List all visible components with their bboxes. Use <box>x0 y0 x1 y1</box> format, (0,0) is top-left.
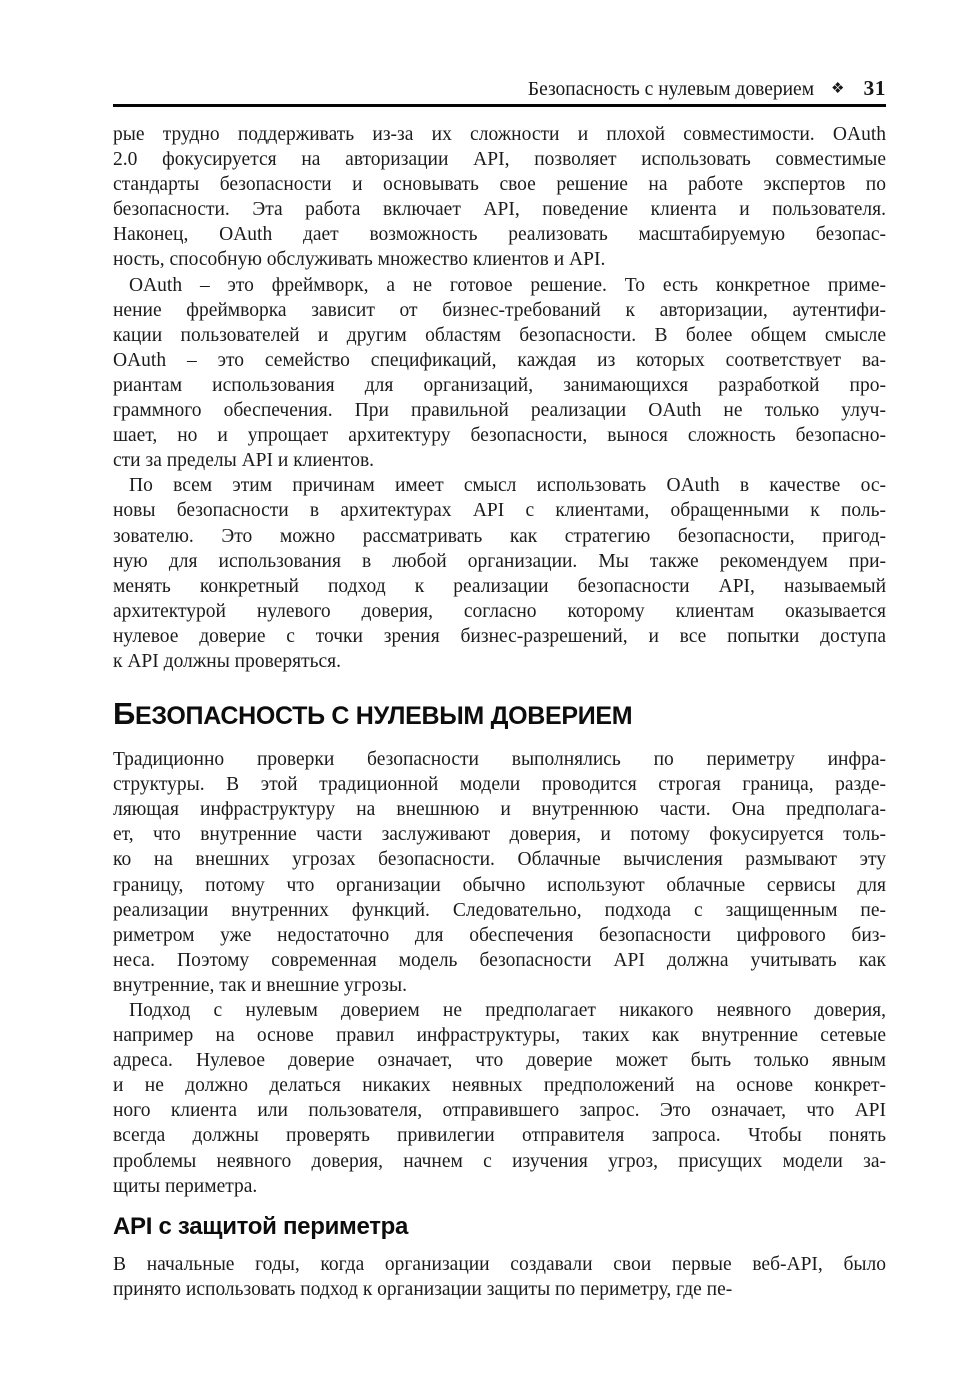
text-line: менять конкретный подход к реализации безопасности API, называемый <box>113 575 886 597</box>
diamond-ornament-icon: ❖ <box>831 81 845 97</box>
text-line: нулевое доверие с точки зрения бизнес-разрешений, и все попытки доступа <box>113 625 886 647</box>
paragraph <box>113 473 886 674</box>
text-line: По всем этим причинам имеет смысл использовать OAuth в качестве ос- <box>129 475 886 497</box>
text-line: OAuth – это семейство спецификаций, каждая из которых соответствует ва- <box>113 349 886 371</box>
subsection-heading: API с защитой периметра <box>113 1212 409 1240</box>
text-line: безопасности. Эта работа включает API, поведение клиента и пользователя. <box>113 199 886 221</box>
paragraph <box>113 273 886 474</box>
page-content <box>113 122 886 1302</box>
text-line: проблемы неявного доверия, начнем с изучения угроз, присущих модели за- <box>113 1150 886 1172</box>
text-line: ет, что внутренние части заслуживают доверия, и потому фокусируется толь- <box>113 824 886 846</box>
text-line: структуры. В этой традиционной модели проводится строгая граница, разде- <box>113 774 886 796</box>
text-line: всегда должны проверять привилегии отправителя запроса. Чтобы понять <box>113 1125 886 1147</box>
text-line: щиты периметра. <box>113 1175 258 1197</box>
text-line: принято использовать подход к организации защиты по периметру, где пе- <box>113 1278 733 1300</box>
paragraph <box>113 747 886 998</box>
text-line: нение фреймворка зависит от бизнес-требований к авторизации, аутентифи- <box>113 299 886 321</box>
text-line: границу, потому что организации обычно используют облачные сервисы для <box>113 874 886 896</box>
text-line: например на основе правил инфраструктуры, таких как внутренние сетевые <box>113 1025 886 1047</box>
text-line: архитектурой нулевого доверия, согласно которому клиентам оказывается <box>113 600 886 622</box>
text-line: В начальные годы, когда организации создавали свои первые веб-API, было <box>113 1253 886 1275</box>
header-rule <box>113 104 886 107</box>
text-line: адреса. Нулевое доверие означает, что доверие может быть только явным <box>113 1050 886 1072</box>
paragraph <box>113 1252 886 1302</box>
text-line: неса. Поэтому современная модель безопасности API должна учитывать как <box>113 949 886 971</box>
text-line: риантам использования для организаций, занимающихся разработкой про- <box>113 374 886 396</box>
text-line: OAuth – это фреймворк, а не готовое решение. То есть конкретное приме- <box>129 274 886 296</box>
text-line: внутренние, так и внешние угрозы. <box>113 974 407 996</box>
text-line: риметром уже недостаточно для обеспечения безопасности цифрового биз- <box>113 924 886 946</box>
text-line: новы безопасности в архитектурах API с клиентами, обращенными к поль- <box>113 500 886 522</box>
running-header <box>113 76 886 103</box>
text-line: ность, способную обслуживать множество клиентов и API. <box>113 249 606 271</box>
text-line: 2.0 фокусируется на авторизации API, позволяет использовать совместимые <box>113 149 886 171</box>
text-line: Наконец, OAuth дает возможность реализовать масштабируемую безопас- <box>113 224 886 246</box>
text-line: ного клиента или пользователя, отправившего запрос. Это означает, что API <box>113 1100 886 1122</box>
text-line: и не должно делаться никаких неявных предположений на основе конкрет- <box>113 1075 886 1097</box>
text-line: кации пользователей и другим областям безопасности. В более общем смысле <box>113 324 886 346</box>
text-line: ко на внешних угрозах безопасности. Облачные вычисления размывают эту <box>113 849 886 871</box>
text-line: Традиционно проверки безопасности выполнялись по периметру инфра- <box>113 749 886 771</box>
text-line: реализации внутренних функций. Следовательно, подхода с защищенным пе- <box>113 899 886 921</box>
paragraph <box>113 122 886 273</box>
text-line: стандарты безопасности и основывать свое решение на работе экспертов по <box>113 174 886 196</box>
text-line: граммного обеспечения. При правильной реализации OAuth не только улуч- <box>113 400 886 422</box>
text-line: ляющая инфраструктуру на внешнюю и внутреннюю части. Она предполага- <box>113 799 886 821</box>
paragraph <box>113 998 886 1199</box>
text-line: к API должны проверяться. <box>113 650 341 672</box>
page-number: 31 <box>863 76 886 100</box>
text-line: сти за пределы API и клиентов. <box>113 450 375 472</box>
running-header-title: Безопасность с нулевым доверием <box>527 79 815 100</box>
text-line: шает, но и упрощает архитектуру безопасности, вынося сложность безопасно- <box>113 425 886 447</box>
text-line: зователю. Это можно рассматривать как стратегию безопасности, пригод- <box>113 525 886 547</box>
text-line: Подход с нулевым доверием не предполагает никакого неявного доверия, <box>129 1000 886 1021</box>
section-heading: БЕЗОПАСНОСТЬ С НУЛЕВЫМ ДОВЕРИЕМ <box>113 696 633 732</box>
text-line: ную для использования в любой организации. Мы также рекомендуем при- <box>113 550 886 572</box>
text-line: рые трудно поддерживать из-за их сложности и плохой совместимости. OAuth <box>113 124 886 145</box>
